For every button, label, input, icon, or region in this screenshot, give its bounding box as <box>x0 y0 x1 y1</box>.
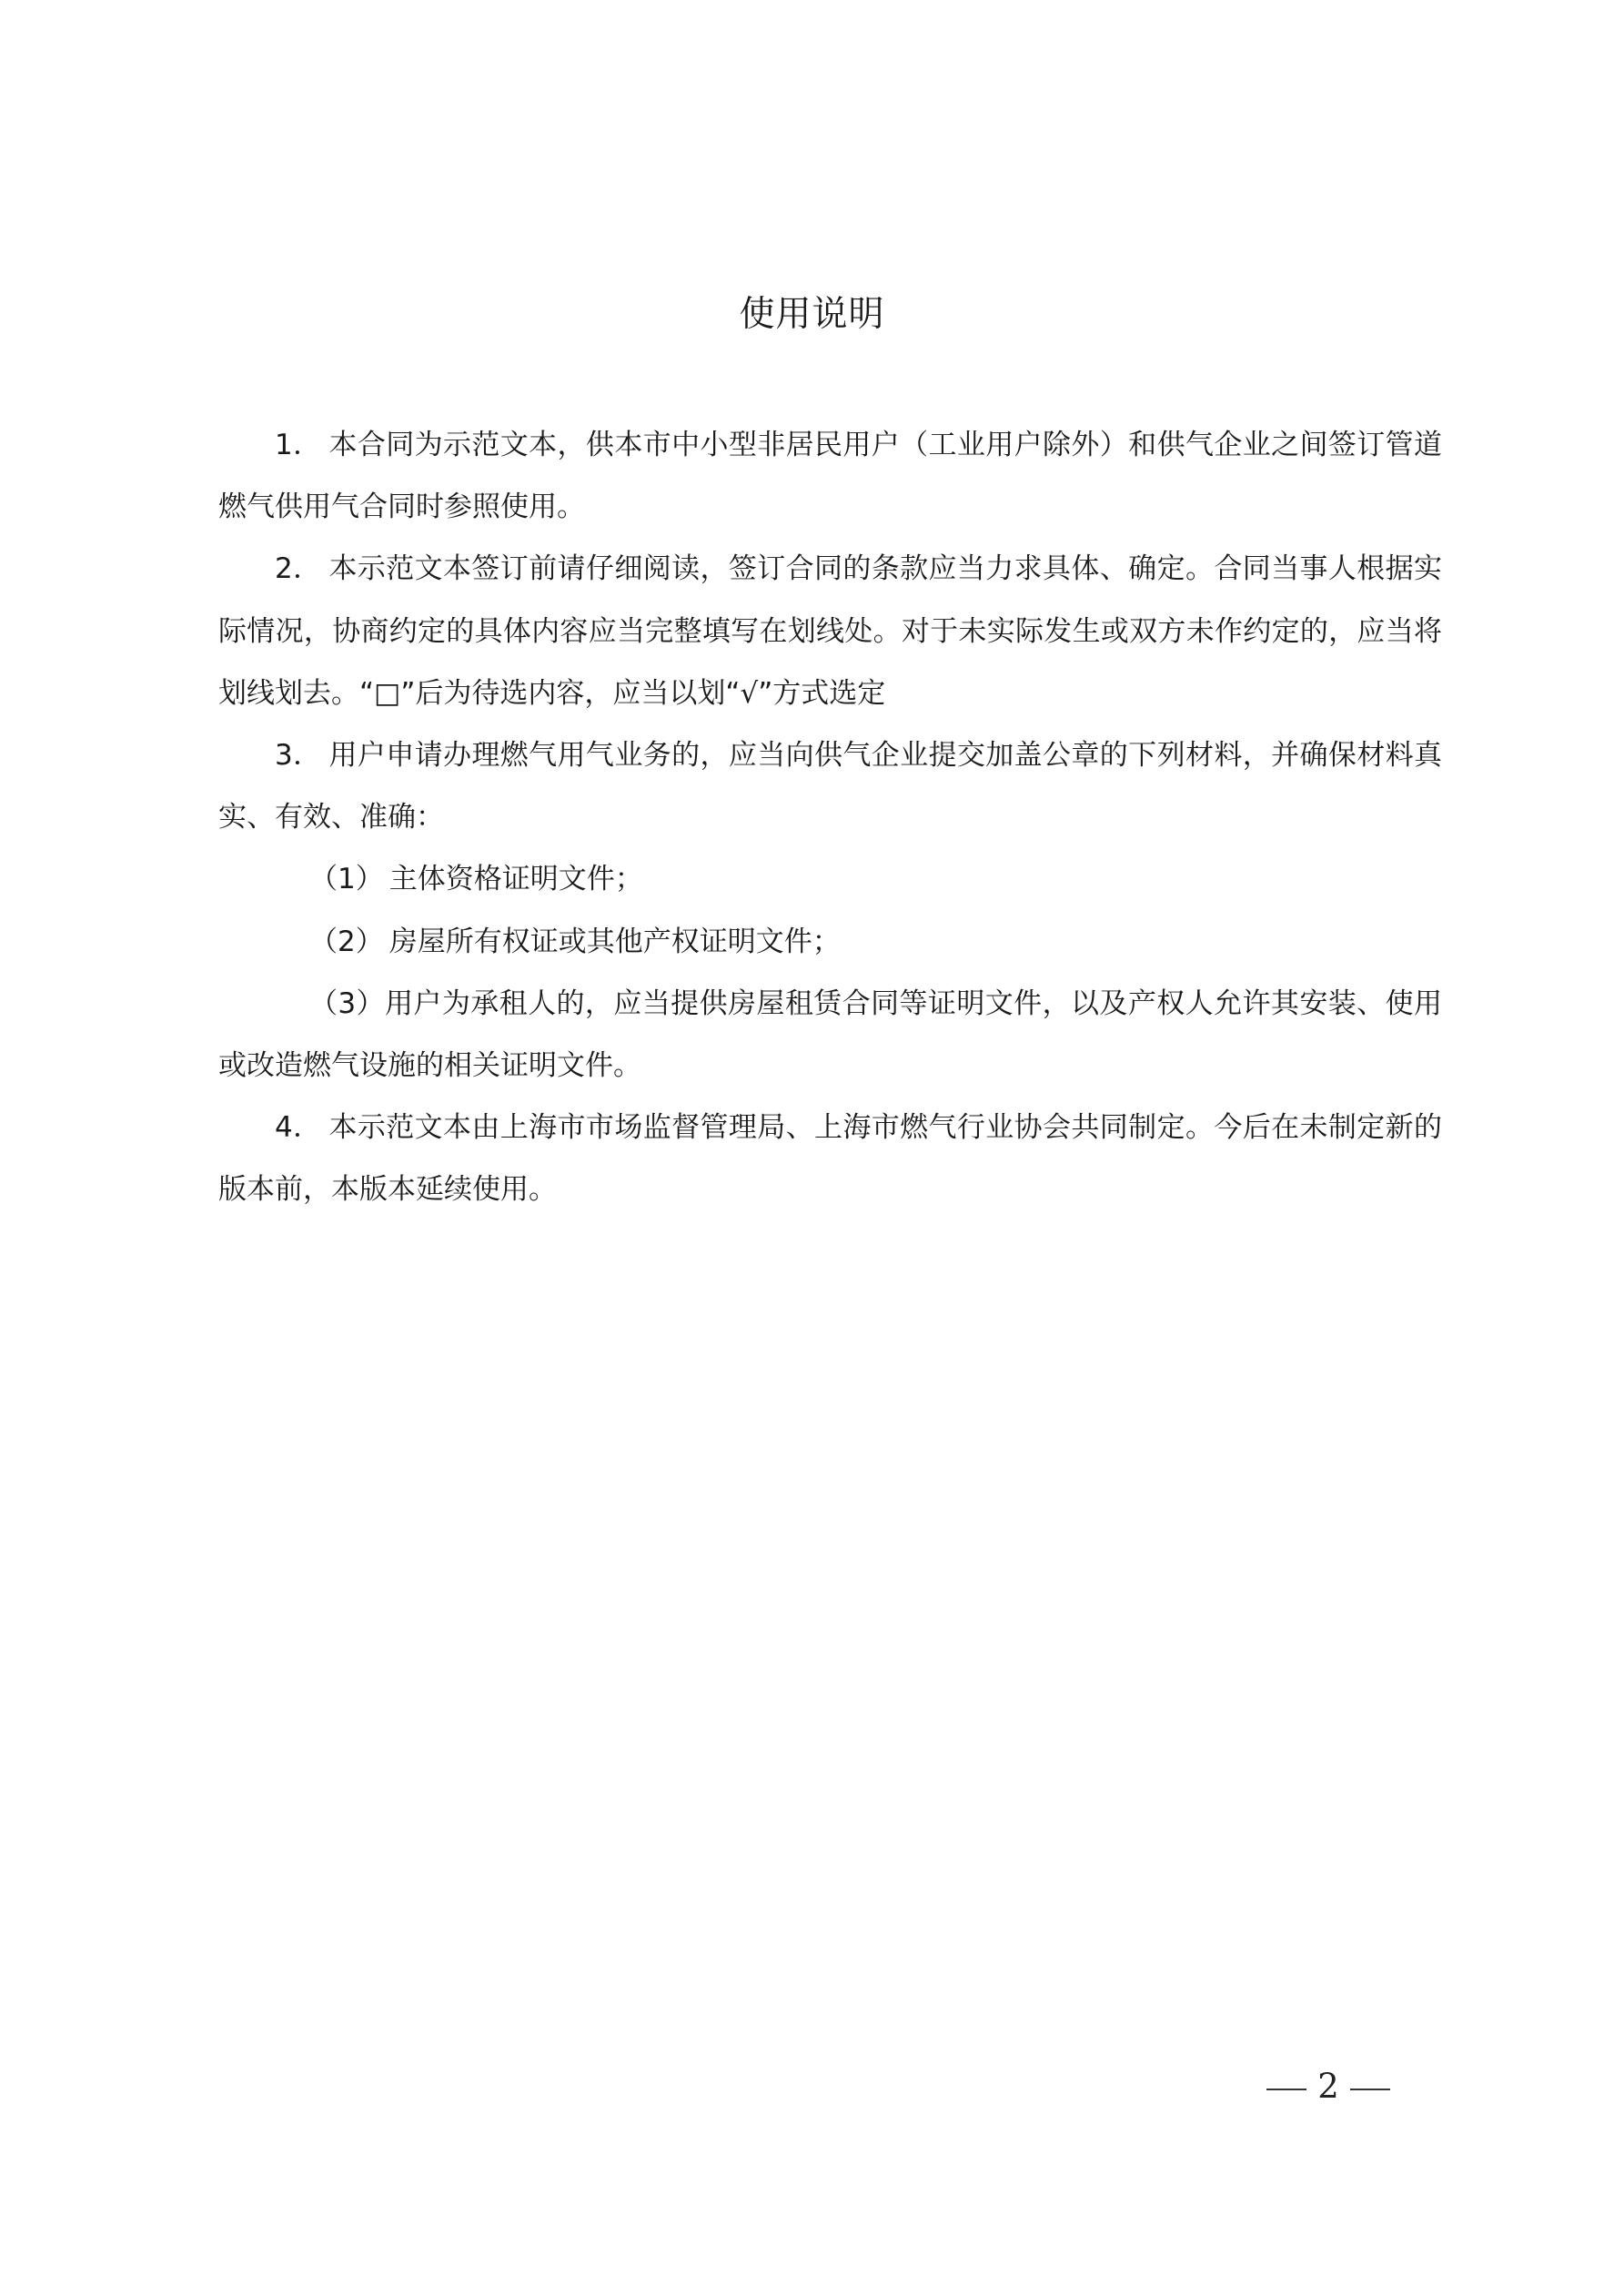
sub-item-label: （2） <box>309 925 384 958</box>
sub-item-text: 房屋所有权证或其他产权证明文件； <box>388 925 841 958</box>
item-number: 4． <box>275 1111 322 1145</box>
instruction-item-2 <box>218 538 1442 724</box>
sub-item-text: 主体资格证明文件； <box>388 863 643 896</box>
item-number: 2． <box>275 552 322 586</box>
instruction-item-3 <box>218 724 1442 848</box>
item-number: 1． <box>275 429 322 461</box>
item-text: 本示范文本签订前请仔细阅读，签订合同的条款应当力求具体、确定。合同当事人根据实际情况，协商约定的具体内容应当完整填写在划线处。对于未实际发生或双方未作约定的，应当将划线划去。“□”后为待选内容，应当以划“√”方式选定 <box>218 552 1442 710</box>
instruction-item-1 <box>218 414 1442 538</box>
footer-dash-left <box>1266 2089 1306 2090</box>
item-number: 3． <box>275 739 322 773</box>
item-text: 本示范文本由上海市市场监督管理局、上海市燃气行业协会共同制定。今后在未制定新的版本前，本版本延续使用。 <box>218 1111 1442 1207</box>
document-body <box>218 414 1442 1221</box>
sub-item-label: （1） <box>309 863 384 896</box>
document-title: 使用说明 <box>739 294 885 335</box>
page-number: 2 <box>1317 2067 1339 2106</box>
sub-item-3 <box>218 973 1442 1097</box>
item-text: 本合同为示范文本，供本市中小型非居民用户（工业用户除外）和供气企业之间签订管道燃气供用气合同时参照使用。 <box>218 429 1442 524</box>
page-footer <box>1246 2064 1410 2109</box>
sub-item-label: （3） <box>309 986 385 1020</box>
instruction-item-4 <box>218 1097 1442 1220</box>
sub-item-2 <box>218 911 1442 973</box>
sub-item-1 <box>218 848 1442 910</box>
item-text: 用户申请办理燃气用气业务的，应当向供气企业提交加盖公章的下列材料，并确保材料真实、有效、准确： <box>218 739 1442 834</box>
sub-item-text: 用户为承租人的，应当提供房屋租赁合同等证明文件，以及产权人允许其安装、使用或改造燃气设施的相关证明文件。 <box>218 986 1442 1083</box>
footer-dash-right <box>1350 2089 1390 2090</box>
